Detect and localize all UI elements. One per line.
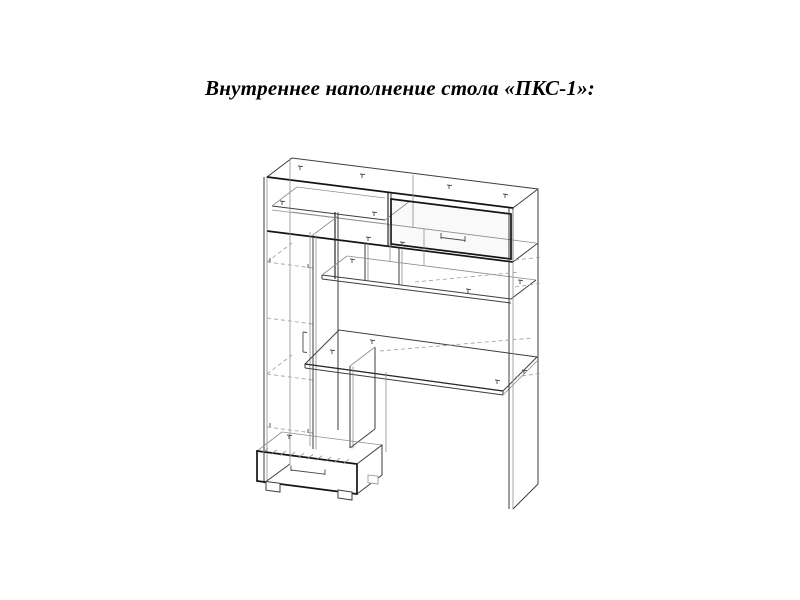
hatch-marks	[262, 449, 349, 464]
drawer-handle-icon	[291, 466, 325, 476]
long-shelf	[322, 256, 536, 303]
desk-pedestal	[350, 347, 386, 452]
page-title: Внутреннее наполнение стола «ПКС-1»:	[205, 76, 595, 100]
desktop-surface	[305, 330, 537, 395]
cabinet-door-handle-icon	[303, 332, 307, 353]
hutch-flap-door	[391, 199, 511, 259]
drawer-feet	[266, 475, 378, 500]
bottom-drawer-unit	[257, 432, 382, 500]
